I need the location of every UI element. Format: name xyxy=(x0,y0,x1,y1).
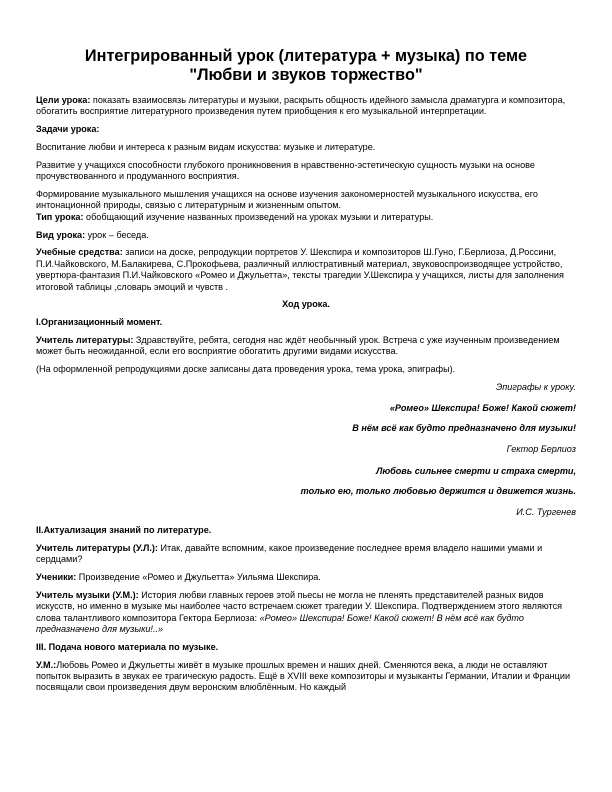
section3-text: Любовь Ромео и Джульетты живёт в музыке прошлых времен и наших дней. Сменяются века, а люди не оставляют попыток выразить в звуках ее трагическую радость. Ещё в XVIII веке композиторы и музыканты Германии, Италии и Франции посвящали свои произведения двум веронским влюблённым. Но каждый xyxy=(36,659,571,693)
lesson-type-paragraph xyxy=(36,212,576,223)
section3-speaker: У.М.: xyxy=(36,659,57,670)
section1-note: (На оформленной репродукциями доске записаны дата проведения урока, тема урока, эпиграфы). xyxy=(36,364,456,375)
epigraph2-line1: Любовь сильнее смерти и страха смерти, xyxy=(376,465,576,476)
dialogue1-text: Итак, давайте вспомним, какое произведение последнее время владело нашими умами и сердцами? xyxy=(36,542,543,565)
section1-speech-text: Здравствуйте, ребята, сегодня нас ждёт необычный урок. Встреча с уже изученным произведением может быть неожиданной, если его восприятие обогатить другими видами искусства. xyxy=(36,335,560,357)
goals-paragraph xyxy=(36,95,576,118)
tasks-heading: Задачи урока: xyxy=(36,124,100,135)
goals-label: Цели урока: xyxy=(36,95,91,105)
course-heading: Ход урока. xyxy=(282,299,330,310)
dialogue2-speaker: Ученики: xyxy=(36,571,77,582)
dialogue3-quote: «Ромео» Шекспира! Боже! Какой сюжет! В нём всё как будто предназначено для музыки!..» xyxy=(36,612,524,634)
materials-text: записи на доске, репродукции портретов У. Шекспира и композиторов Ш.Гуно, Г.Берлиоза, Д.Россини, П.И.Чайковского, М.Балакирева, С.Прокофьева, различный иллюстративный материал, звуковоспроизводящее устройство, увертюра-фантазия П.И.Чайковского «Ромео и Джульетта», тексты трагедии У.Шекспира у учащихся, листы для заполнения итоговой таблицы ,словарь эмоций и чувств . xyxy=(36,247,564,292)
lesson-form-paragraph xyxy=(36,230,576,241)
epigraphs-label: Эпиграфы к уроку. xyxy=(495,382,576,393)
dialogue-2 xyxy=(36,572,576,583)
dialogue1-speaker: Учитель литературы (У.Л.): xyxy=(36,542,158,553)
epigraphs-block xyxy=(36,382,576,518)
materials-label: Учебные средства: xyxy=(36,247,123,258)
document-body xyxy=(36,95,576,694)
dialogue-1 xyxy=(36,543,576,566)
section3-paragraph xyxy=(36,660,576,694)
goals-text: показать взаимосвязь литературы и музыки, раскрыть общность идейного замысла драматурга и композитора, обогатить восприятие литературного произведения путем приобщения к его музыкальной интерпретации. xyxy=(36,95,566,117)
epigraph2-author: И.С. Тургенев xyxy=(516,506,576,517)
materials-paragraph xyxy=(36,247,576,293)
dialogue3-speaker: Учитель музыки (У.М.): xyxy=(36,589,139,600)
lesson-type-text: обобщающий изучение названных произведений на уроках музыки и литературы. xyxy=(83,211,434,222)
section3-heading: III. Подача нового материала по музыке. xyxy=(36,641,219,652)
epigraph2-line2: только ею, только любовью держится и движется жизнь. xyxy=(300,486,576,497)
document-title xyxy=(30,47,582,85)
section2-heading: II.Актуализация знаний по литературе. xyxy=(36,524,212,535)
epigraph1-line1: «Ромео» Шекспира! Боже! Какой сюжет! xyxy=(389,402,576,413)
lesson-form-label: Вид урока: xyxy=(36,229,86,240)
epigraph1-line2: В нём всё как будто предназначено для музыки! xyxy=(352,423,576,434)
task-item-3: Формирование музыкального мышления учащихся на основе изучения закономерностей музыкального искусства, его интонационной природы, связью с литературным и жизненным опытом. xyxy=(36,189,538,211)
section1-speech xyxy=(36,335,576,358)
lesson-form-text: урок – беседа. xyxy=(85,229,149,240)
section1-heading: I.Организационный момент. xyxy=(36,317,163,328)
task-item-1: Воспитание любви и интереса к разным видам искусства: музыке и литературе. xyxy=(36,142,376,152)
epigraph1-author: Гектор Берлиоз xyxy=(506,443,576,454)
dialogue-3 xyxy=(36,590,576,636)
title-line-1: Интегрированный урок (литература + музыка) по теме xyxy=(84,47,528,65)
task-item-2: Развитие у учащихся способности глубокого проникновения в нравственно-эстетическую сущность музыки на основе прочувствованного и продуманного восприятия. xyxy=(36,159,535,182)
dialogue2-text: Произведение «Ромео и Джульетта» Уильяма Шекспира. xyxy=(76,571,321,582)
dialogue3-text: История любви главных героев этой пьесы не могла не пленять представителей разных видов искусств, но именно в музыке мы наиболее часто встречаем сюжет трагедии У. Шекспира. Подтверждением этого являются слова талантливого композитора Гектора Берлиоза: xyxy=(36,589,563,623)
title-line-2: "Любви и звуков торжество" xyxy=(189,66,423,84)
section1-speaker: Учитель литературы: xyxy=(36,335,134,346)
lesson-type-label: Тип урока: xyxy=(36,211,84,222)
